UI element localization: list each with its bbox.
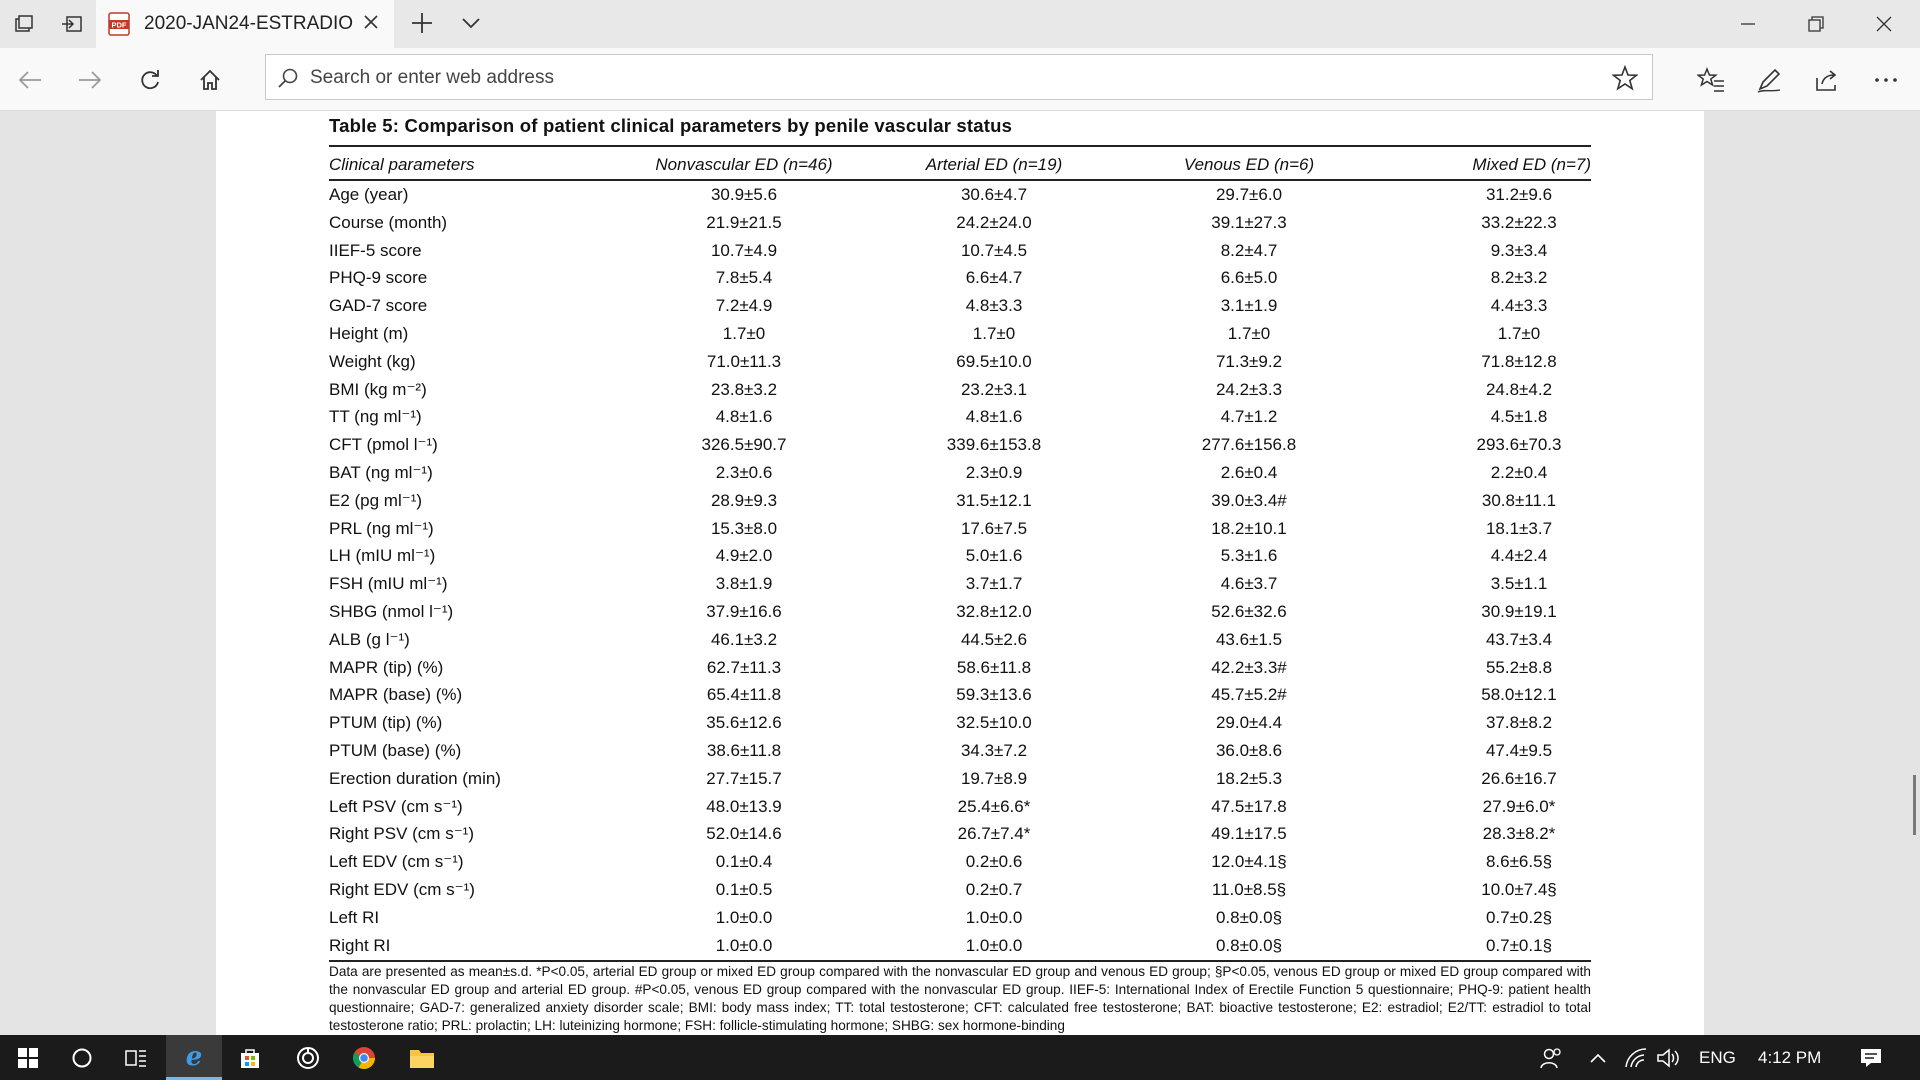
cell-venous: 277.6±156.8 — [1201, 435, 1297, 455]
clock[interactable]: 4:12 PM — [1758, 1047, 1822, 1067]
cell-nonvascular: 15.3±8.0 — [710, 518, 778, 538]
table-row — [329, 794, 1591, 822]
cell-arterial: 25.4±6.6* — [957, 796, 1031, 816]
restore-icon[interactable] — [1782, 0, 1850, 48]
table-row — [329, 877, 1591, 905]
cell-venous: 12.0±4.1§ — [1211, 852, 1287, 872]
cell-nonvascular: 52.0±14.6 — [706, 824, 782, 844]
cell-parameter: Erection duration (min) — [329, 768, 501, 788]
header-clinical-parameters: Clinical parameters — [329, 155, 475, 174]
header-venous: Venous ED (n=6) — [1183, 155, 1315, 174]
cell-venous: 45.7±5.2# — [1211, 685, 1287, 705]
table-row — [329, 265, 1591, 293]
cell-parameter: Height (m) — [329, 323, 409, 343]
tab-dropdown-icon[interactable] — [460, 14, 482, 37]
cell-nonvascular: 28.9±9.3 — [710, 490, 778, 510]
cell-mixed: 4.4±2.4 — [1490, 546, 1548, 566]
network-icon[interactable] — [1624, 1035, 1648, 1080]
cell-parameter: ALB (g l⁻¹) — [329, 629, 410, 649]
cell-venous: 8.2±4.7 — [1220, 240, 1278, 260]
cell-parameter: GAD-7 score — [329, 296, 428, 316]
table-body — [329, 182, 1591, 960]
cell-arterial: 10.7±4.5 — [960, 240, 1028, 260]
cell-venous: 2.6±0.4 — [1220, 462, 1278, 482]
cell-parameter: Right RI — [329, 935, 391, 955]
cell-parameter: MAPR (tip) (%) — [329, 657, 444, 677]
table-row — [329, 293, 1591, 321]
cell-venous: 36.0±8.6 — [1215, 740, 1283, 760]
cell-arterial: 5.0±1.6 — [965, 546, 1023, 566]
table-row — [329, 210, 1591, 238]
cell-venous: 39.1±27.3 — [1211, 212, 1287, 232]
back-icon[interactable] — [14, 64, 46, 96]
cell-arterial: 1.0±0.0 — [965, 935, 1023, 955]
set-aside-tabs-icon[interactable] — [60, 12, 84, 36]
search-icon — [276, 66, 300, 95]
task-view-icon[interactable] — [108, 1035, 164, 1080]
table-top-rule — [329, 145, 1591, 147]
cell-nonvascular: 4.8±1.6 — [715, 407, 773, 427]
cell-parameter: CFT (pmol l⁻¹) — [329, 435, 438, 455]
table-footnote: Data are presented as mean±s.d. *P<0.05, arterial ED group or mixed ED group compared with the nonvascular ED group and venous ED group; §P<0.05, venous ED group or mixed ED group compared with the nonvascular ED group and arterial ED group. #P<0.05, venous ED group compared with the nonvascular ED group. IIEF-5: International Index of Erectile Function 5 questionnaire; PHQ-9: patient health questionnaire; GAD-7: generalized anxiety disorder scale; BMI: body mass index; TT: total testosterone; CFT: calculated free testosterone; BAT: bioactive testosterone; E2: estradiol; E2/TT: estradiol to total testosterone ratio; PRL: prolactin; LH: luteinizing hormone; FSH: follicle-stimulating hormone; SHBG: sex hormone-binding — [329, 964, 1591, 1033]
table-row — [329, 543, 1591, 571]
cell-nonvascular: 62.7±11.3 — [706, 657, 782, 677]
cell-mixed: 55.2±8.8 — [1485, 657, 1553, 677]
address-bar[interactable] — [265, 54, 1653, 100]
table-title: Table 5: Comparison of patient clinical parameters by penile vascular status — [329, 115, 1013, 136]
cell-arterial: 69.5±10.0 — [956, 351, 1032, 371]
cell-arterial: 32.5±10.0 — [956, 713, 1032, 733]
cell-nonvascular: 65.4±11.8 — [706, 685, 782, 705]
cell-venous: 24.2±3.3 — [1215, 379, 1283, 399]
pdf-viewer[interactable] — [0, 111, 1920, 1035]
table-bottom-rule — [329, 960, 1591, 962]
cell-venous: 18.2±5.3 — [1215, 768, 1283, 788]
svg-text:e: e — [185, 1043, 203, 1069]
cell-mixed: 58.0±12.1 — [1481, 685, 1557, 705]
cell-parameter: Age (year) — [329, 185, 409, 204]
cell-nonvascular: 3.8±1.9 — [715, 574, 773, 594]
cell-mixed: 9.3±3.4 — [1490, 240, 1548, 260]
table-row — [329, 821, 1591, 849]
table-row — [329, 849, 1591, 877]
cell-mixed: 26.6±16.7 — [1481, 768, 1557, 788]
cell-arterial: 58.6±11.8 — [956, 657, 1032, 677]
cell-nonvascular: 35.6±12.6 — [706, 713, 782, 733]
cell-arterial: 19.7±8.9 — [960, 768, 1028, 788]
cell-venous: 11.0±8.5§ — [1211, 879, 1287, 899]
table-row — [329, 655, 1591, 683]
cell-arterial: 17.6±7.5 — [960, 518, 1028, 538]
cell-arterial: 1.7±0 — [972, 323, 1016, 343]
windows-start-icon[interactable] — [0, 1035, 56, 1080]
cell-arterial: 1.0±0.0 — [965, 907, 1023, 927]
share-icon[interactable] — [1811, 64, 1843, 96]
table-row — [329, 627, 1591, 655]
cell-mixed: 31.2±9.6 — [1485, 185, 1553, 204]
cell-venous: 71.3±9.2 — [1215, 351, 1283, 371]
cell-mixed: 3.5±1.1 — [1490, 574, 1548, 594]
table-row — [329, 516, 1591, 544]
cell-mixed: 24.8±4.2 — [1485, 379, 1553, 399]
cell-arterial: 0.2±0.7 — [965, 879, 1023, 899]
cell-venous: 49.1±17.5 — [1211, 824, 1287, 844]
cell-nonvascular: 38.6±11.8 — [706, 740, 782, 760]
scrollbar-thumb[interactable] — [1913, 775, 1916, 835]
table-row — [329, 460, 1591, 488]
cell-venous: 29.0±4.4 — [1215, 713, 1283, 733]
cell-venous: 5.3±1.6 — [1220, 546, 1278, 566]
cell-arterial: 34.3±7.2 — [960, 740, 1028, 760]
table-row — [329, 238, 1591, 266]
cell-parameter: Right PSV (cm s⁻¹) — [329, 824, 474, 844]
cell-mixed: 4.5±1.8 — [1490, 407, 1548, 427]
chrome-icon[interactable] — [336, 1035, 392, 1080]
cell-nonvascular: 37.9±16.6 — [706, 601, 782, 621]
cell-venous: 0.8±0.0§ — [1215, 907, 1283, 927]
cell-mixed: 1.7±0 — [1497, 323, 1541, 343]
cell-arterial: 0.2±0.6 — [965, 852, 1023, 872]
cell-venous: 6.6±5.0 — [1220, 268, 1278, 288]
active-tab[interactable] — [96, 0, 394, 48]
cell-nonvascular: 0.1±0.5 — [715, 879, 773, 899]
cell-mixed: 2.2±0.4 — [1490, 462, 1548, 482]
table-row — [329, 377, 1591, 405]
cell-nonvascular: 10.7±4.9 — [710, 240, 778, 260]
cell-venous: 47.5±17.8 — [1211, 796, 1287, 816]
cell-mixed: 4.4±3.3 — [1490, 296, 1548, 316]
close-tab-icon[interactable] — [362, 13, 380, 37]
table-header-rule — [329, 179, 1591, 181]
notifications-icon[interactable] — [1859, 1035, 1883, 1080]
cell-parameter: Left EDV (cm s⁻¹) — [329, 852, 464, 872]
cell-venous: 0.8±0.0§ — [1215, 935, 1283, 955]
cell-arterial: 3.7±1.7 — [965, 574, 1023, 594]
cell-parameter: E2 (pg ml⁻¹) — [329, 490, 423, 510]
tab-actions-icon[interactable] — [12, 12, 36, 36]
cell-parameter: PTUM (tip) (%) — [329, 713, 443, 733]
cell-mixed: 47.4±9.5 — [1485, 740, 1553, 760]
cell-mixed: 33.2±22.3 — [1481, 212, 1557, 232]
cell-nonvascular: 1.0±0.0 — [715, 935, 773, 955]
address-placeholder: Search or enter web address — [310, 67, 554, 88]
cell-nonvascular: 46.1±3.2 — [710, 629, 778, 649]
cell-parameter: BAT (ng ml⁻¹) — [329, 462, 433, 482]
cell-parameter: PHQ-9 score — [329, 268, 428, 288]
cell-nonvascular: 0.1±0.4 — [715, 852, 773, 872]
favorite-star-icon[interactable] — [1612, 65, 1638, 96]
cell-mixed: 293.6±70.3 — [1476, 435, 1562, 455]
cell-arterial: 339.6±153.8 — [946, 435, 1042, 455]
cell-arterial: 31.5±12.1 — [956, 490, 1032, 510]
cell-parameter: Left RI — [329, 907, 380, 927]
cell-nonvascular: 23.8±3.2 — [710, 379, 778, 399]
table-row — [329, 933, 1591, 961]
cell-mixed: 0.7±0.2§ — [1485, 907, 1553, 927]
cell-arterial: 23.2±3.1 — [960, 379, 1028, 399]
cell-mixed: 30.8±11.1 — [1481, 490, 1557, 510]
table-row — [329, 905, 1591, 933]
cell-parameter: Right EDV (cm s⁻¹) — [329, 879, 475, 899]
table-row — [329, 349, 1591, 377]
cell-nonvascular: 326.5±90.7 — [701, 435, 787, 455]
people-icon[interactable] — [1540, 1035, 1564, 1080]
cell-parameter: BMI (kg m⁻²) — [329, 379, 427, 399]
cell-nonvascular: 48.0±13.9 — [706, 796, 782, 816]
cell-arterial: 44.5±2.6 — [960, 629, 1028, 649]
pen-icon[interactable] — [1753, 64, 1785, 96]
close-window-icon[interactable] — [1850, 0, 1918, 48]
forward-icon[interactable] — [74, 64, 106, 96]
refresh-icon[interactable] — [134, 64, 166, 96]
tab-bar — [0, 0, 1920, 48]
file-explorer-icon[interactable] — [394, 1035, 450, 1080]
cell-mixed: 37.8±8.2 — [1485, 713, 1553, 733]
cell-venous: 18.2±10.1 — [1211, 518, 1287, 538]
table-row — [329, 738, 1591, 766]
cell-arterial: 2.3±0.9 — [965, 462, 1023, 482]
cell-arterial: 30.6±4.7 — [960, 185, 1028, 204]
table-row — [329, 766, 1591, 794]
cell-arterial: 24.2±24.0 — [956, 212, 1032, 232]
cell-mixed: 27.9±6.0* — [1482, 796, 1556, 816]
table-row — [329, 710, 1591, 738]
cell-parameter: FSH (mIU ml⁻¹) — [329, 574, 448, 594]
cell-venous: 4.6±3.7 — [1220, 574, 1278, 594]
cortana-icon[interactable] — [54, 1035, 110, 1080]
cell-mixed: 0.7±0.1§ — [1485, 935, 1553, 955]
pdf-page — [216, 111, 1704, 1035]
cell-parameter: LH (mIU ml⁻¹) — [329, 546, 436, 566]
cell-arterial: 4.8±3.3 — [965, 296, 1023, 316]
minimize-icon[interactable] — [1714, 0, 1782, 48]
cell-arterial: 4.8±1.6 — [965, 407, 1023, 427]
table-row — [329, 682, 1591, 710]
cell-venous: 1.7±0 — [1227, 323, 1271, 343]
table-row — [329, 432, 1591, 460]
cell-parameter: PTUM (base) (%) — [329, 740, 462, 760]
edge-icon[interactable] — [166, 1035, 222, 1080]
cell-mixed: 71.8±12.8 — [1481, 351, 1557, 371]
cell-nonvascular: 7.2±4.9 — [715, 296, 773, 316]
table-row — [329, 488, 1591, 516]
language-indicator[interactable]: ENG — [1699, 1047, 1736, 1067]
cell-parameter: SHBG (nmol l⁻¹) — [329, 601, 454, 621]
cell-parameter: MAPR (base) (%) — [329, 685, 463, 705]
cell-parameter: Course (month) — [329, 212, 448, 232]
cell-nonvascular: 2.3±0.6 — [715, 462, 773, 482]
cell-parameter: Left PSV (cm s⁻¹) — [329, 796, 463, 816]
cell-nonvascular: 4.9±2.0 — [715, 546, 773, 566]
cell-venous: 29.7±6.0 — [1215, 185, 1283, 204]
cell-nonvascular: 27.7±15.7 — [706, 768, 782, 788]
header-nonvascular: Nonvascular ED (n=46) — [655, 155, 833, 174]
svg-text:PDF: PDF — [111, 20, 127, 30]
cell-mixed: 43.7±3.4 — [1485, 629, 1553, 649]
cell-nonvascular: 1.0±0.0 — [715, 907, 773, 927]
cell-mixed: 18.1±3.7 — [1485, 518, 1553, 538]
navigation-toolbar — [0, 48, 1920, 111]
cell-mixed: 28.3±8.2* — [1482, 824, 1556, 844]
tab-title: 2020-JAN24-ESTRADIO — [144, 13, 354, 34]
cell-venous: 52.6±32.6 — [1211, 601, 1287, 621]
cell-nonvascular: 1.7±0 — [722, 323, 766, 343]
cell-parameter: IIEF-5 score — [329, 240, 422, 260]
table-row — [329, 599, 1591, 627]
cell-arterial: 32.8±12.0 — [956, 601, 1032, 621]
cell-mixed: 8.6±6.5§ — [1485, 852, 1553, 872]
cell-arterial: 26.7±7.4* — [957, 824, 1031, 844]
cell-nonvascular: 30.9±5.6 — [710, 185, 778, 204]
cell-parameter: PRL (ng ml⁻¹) — [329, 518, 434, 538]
cell-venous: 4.7±1.2 — [1220, 407, 1278, 427]
cell-mixed: 10.0±7.4§ — [1481, 879, 1557, 899]
cell-venous: 43.6±1.5 — [1215, 629, 1283, 649]
favorites-icon[interactable] — [1695, 64, 1727, 96]
table-row — [329, 404, 1591, 432]
cell-mixed: 30.9±19.1 — [1481, 601, 1557, 621]
cell-arterial: 59.3±13.6 — [956, 685, 1032, 705]
cell-mixed: 8.2±3.2 — [1490, 268, 1548, 288]
pdf-icon — [108, 12, 130, 36]
windows-taskbar — [0, 1035, 1920, 1080]
cell-parameter: Weight (kg) — [329, 351, 416, 371]
cell-arterial: 6.6±4.7 — [965, 268, 1023, 288]
header-arterial: Arterial ED (n=19) — [925, 155, 1063, 174]
home-icon[interactable] — [194, 64, 226, 96]
cell-venous: 42.2±3.3# — [1211, 657, 1287, 677]
chevron-up-icon[interactable] — [1589, 1035, 1607, 1080]
cell-nonvascular: 7.8±5.4 — [715, 268, 773, 288]
cell-venous: 39.0±3.4# — [1211, 490, 1287, 510]
media-player-icon[interactable] — [280, 1035, 336, 1080]
new-tab-icon[interactable] — [410, 10, 434, 42]
cell-venous: 3.1±1.9 — [1220, 296, 1278, 316]
volume-icon[interactable] — [1656, 1035, 1682, 1080]
store-icon[interactable] — [222, 1035, 278, 1080]
cell-nonvascular: 21.9±21.5 — [706, 212, 782, 232]
more-icon[interactable] — [1870, 64, 1902, 96]
table-header — [329, 155, 1591, 179]
cell-nonvascular: 71.0±11.3 — [706, 351, 782, 371]
table-row — [329, 182, 1591, 210]
cell-parameter: TT (ng ml⁻¹) — [329, 407, 422, 427]
table-row — [329, 571, 1591, 599]
header-mixed: Mixed ED (n=7) — [1472, 155, 1591, 174]
table-row — [329, 321, 1591, 349]
